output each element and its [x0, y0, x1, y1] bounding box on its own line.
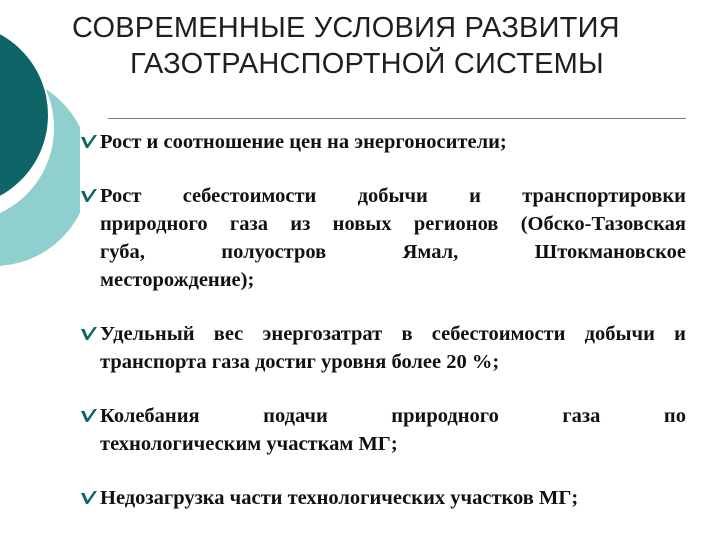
- bullet-text: Рост и соотношение цен на энергоносители;: [100, 131, 507, 153]
- bullet-text-line: транспорта газа достиг уровня более 20 %;: [100, 351, 500, 373]
- checkmark-v-icon: [80, 490, 98, 506]
- checkmark-v-icon: [80, 326, 98, 342]
- title-line-1: СОВРЕМЕННЫЕ УСЛОВИЯ РАЗВИТИЯ: [72, 12, 620, 44]
- bullet-item-3: [80, 320, 686, 376]
- title-divider: [108, 118, 686, 119]
- bullet-text-line: технологическим участкам МГ;: [100, 433, 398, 455]
- checkmark-v-icon: [80, 188, 98, 204]
- bullet-text-line: губа, полуостров Ямал, Штокмановское: [100, 241, 686, 263]
- decorative-circles: [0, 0, 80, 300]
- bullet-item-2: [80, 182, 686, 294]
- title-line-2: ГАЗОТРАНСПОРТНОЙ СИСТЕМЫ: [130, 48, 604, 80]
- bullet-item-5: [80, 484, 686, 512]
- checkmark-v-icon: [80, 408, 98, 424]
- checkmark-v-icon: [80, 134, 98, 150]
- bullet-text-line: природного газа из новых регионов (Обско-Тазовская: [100, 213, 686, 235]
- bullet-text: Недозагрузка части технологических участков МГ;: [100, 487, 579, 509]
- bullet-list: [80, 124, 686, 512]
- bullet-item-1: [80, 128, 686, 156]
- bullet-text-line: Колебания подачи природного газа по: [100, 405, 686, 427]
- bullet-text-line: Рост себестоимости добычи и транспортировки: [100, 185, 686, 207]
- bullet-text-line: Удельный вес энергозатрат в себестоимости добычи и: [100, 323, 686, 345]
- bullet-item-4: [80, 402, 686, 458]
- slide-title: [72, 10, 712, 82]
- bullet-text-line: месторождение);: [100, 269, 255, 291]
